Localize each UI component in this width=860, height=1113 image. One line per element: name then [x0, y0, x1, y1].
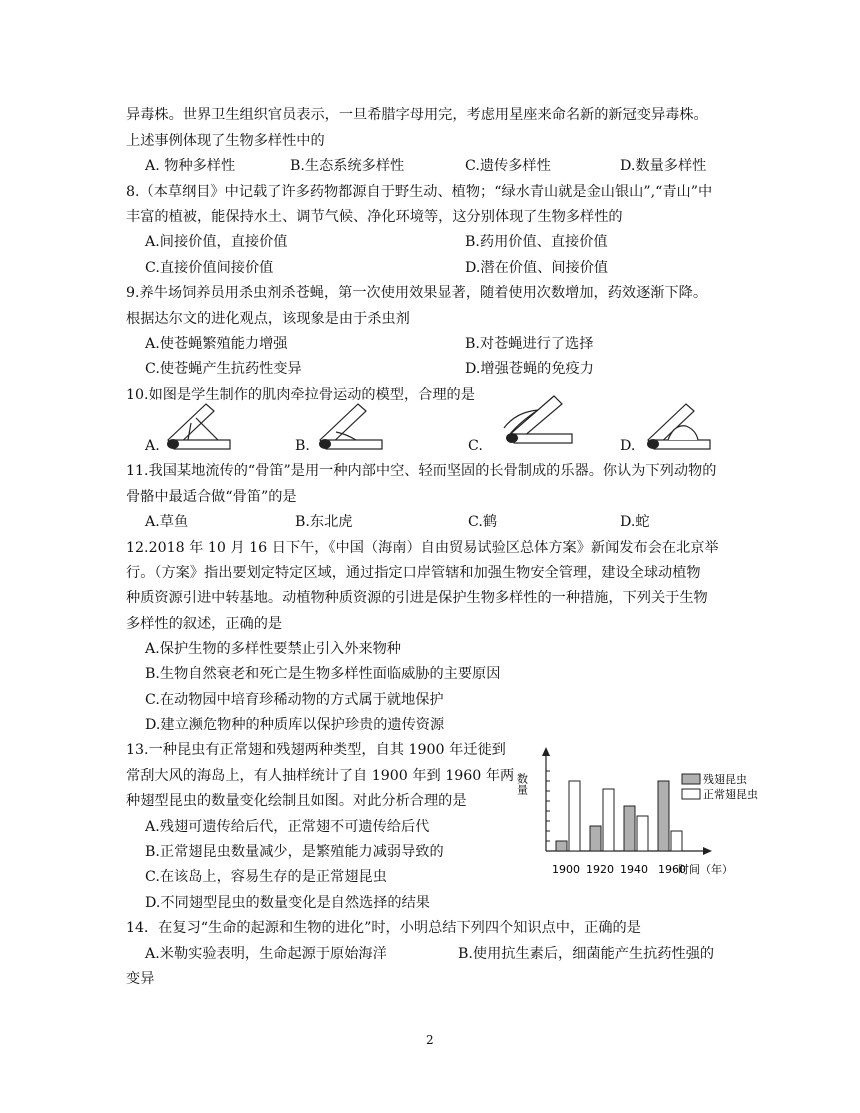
chart-bar-vestigial-1940 — [624, 806, 635, 851]
q14-option-b: B.使用抗生素后，细菌能产生抗药性强的 — [458, 946, 715, 962]
q10-option-c-label: C. — [468, 438, 483, 454]
q7-option-c: C.遗传多样性 — [465, 158, 551, 174]
q8-option-b: B.药用价值、直接价值 — [465, 234, 608, 250]
chart-legend-label: 残翅昆虫 — [703, 773, 747, 786]
chart-bar-normal-1960 — [671, 831, 682, 851]
chart-bar-normal-1920 — [603, 789, 614, 851]
q14-stem: 14．在复习“生命的起源和生物的进化”时，小明总结下列四个知识点中，正确的是 — [126, 920, 641, 936]
q13-option-d: D.不同翅型昆虫的数量变化是自然选择的结果 — [145, 895, 430, 911]
q7-option-d: D.数量多样性 — [620, 158, 707, 174]
q8-stem-line2: 丰富的植被，能保持水土、调节气候、净化环境等，这分别体现了生物多样性的 — [126, 209, 623, 225]
chart-x-tick-label: 1920 — [586, 863, 614, 876]
chart-bar-vestigial-1920 — [590, 826, 601, 851]
q7-option-a: A. 物种多样性 — [145, 158, 236, 174]
q11-stem-line2: 骨骼中最适合做“骨笛”的是 — [126, 489, 297, 505]
q11-option-c: C.鹤 — [468, 514, 498, 530]
q12-option-d: D.建立濒危物种的种质库以保护珍贵的遗传资源 — [145, 717, 445, 733]
q14-option-a: A.米勒实验表明，生命起源于原始海洋 — [145, 946, 387, 962]
q13-stem-line1: 13.一种昆虫有正常翅和残翅两种类型，自其 1900 年迁徙到 — [126, 742, 506, 758]
q7-stem-line1: 异毒株。世界卫生组织官员表示，一旦希腊字母用完，考虑用星座来命名新的新冠变异毒株。 — [126, 107, 708, 123]
q9-option-d: D.增强苍蝇的免疫力 — [465, 361, 594, 377]
q8-option-d: D.潜在价值、间接价值 — [465, 260, 609, 276]
chart-legend-label: 正常翅昆虫 — [703, 788, 758, 801]
q12-stem-line3: 种质资源引进中转基地。动植物种质资源的引进是保护生物多样性的一种措施，下列关于生物 — [126, 590, 708, 606]
q9-option-b: B.对苍蝇进行了选择 — [465, 336, 594, 352]
q7-stem-line2: 上述事例体现了生物多样性中的 — [126, 133, 325, 149]
q14-option-b-cont: 变异 — [126, 971, 155, 987]
q7-option-b: B.生态系统多样性 — [290, 158, 405, 174]
q9-stem-line2: 根据达尔文的进化观点，该现象是由于杀虫剂 — [126, 311, 410, 327]
q13-stem-line3: 种翅型昆虫的数量变化绘制且如图。对此分析合理的是 — [126, 793, 467, 809]
chart-bar-normal-1900 — [569, 781, 580, 851]
page-number: 2 — [426, 1033, 434, 1047]
q13-stem-line2: 常刮大风的海岛上，有人抽样统计了自 1900 年到 1960 年两 — [126, 768, 515, 784]
q11-stem-line1: 11.我国某地流传的“骨笛”是用一种内部中空、轻而坚固的长骨制成的乐器。你认为下列动物的 — [126, 463, 717, 479]
q8-option-a: A.间接价值，直接价值 — [145, 234, 288, 250]
q11-option-a: A.草鱼 — [145, 514, 189, 530]
q13-option-c: C.在该岛上，容易生存的是正常翅昆虫 — [145, 869, 387, 885]
chart-bar-vestigial-1960 — [658, 781, 669, 851]
chart-x-tick-label: 1960 — [658, 863, 686, 876]
chart-legend-swatch — [682, 789, 700, 799]
q12-stem-line2: 行。（方案》指出要划定特定区域，通过指定口岸管辖和加强生物安全管理，建设全球动植物 — [126, 565, 701, 581]
muscle-model-d-figure — [640, 400, 715, 456]
q10-option-a-label: A. — [145, 438, 160, 454]
chart-legend-swatch — [682, 774, 700, 784]
q12-option-c: C.在动物园中培育珍稀动物的方式属于就地保护 — [145, 692, 444, 708]
q10-option-d-label: D. — [620, 438, 636, 454]
q12-stem-line4: 多样性的叙述，正确的是 — [126, 616, 283, 632]
chart-x-tick-label: 1940 — [620, 863, 648, 876]
q13-option-b: B.正常翅昆虫数量减少，是繁殖能力减弱导致的 — [145, 844, 444, 860]
chart-x-label: 时间（年） — [678, 863, 733, 876]
chart-y-axis-arrow — [542, 747, 550, 756]
q11-option-b: B.东北虎 — [295, 514, 353, 530]
chart-y-label: 数量 — [515, 773, 529, 795]
q9-option-c: C.使苍蝇产生抗药性变异 — [145, 361, 302, 377]
muscle-model-b-figure — [312, 400, 387, 456]
q12-stem-line1: 12.2018 年 10 月 16 日下午，《中国（海南）自由贸易试验区总体方案》新闻发布会在北京举 — [126, 540, 719, 556]
chart-x-tick-label: 1900 — [552, 863, 580, 876]
muscle-model-a-figure — [160, 400, 235, 456]
q11-option-d: D.蛇 — [620, 514, 650, 530]
chart-bar-vestigial-1900 — [556, 841, 567, 851]
wing-type-bar-chart — [515, 745, 788, 880]
chart-x-axis-arrow — [703, 847, 712, 855]
q8-option-c: C.直接价值间接价值 — [145, 260, 274, 276]
chart-bar-normal-1940 — [637, 816, 648, 851]
q13-option-a: A.残翅可遗传给后代，正常翅不可遗传给后代 — [145, 819, 430, 835]
q12-option-b: B.生物自然衰老和死亡是生物多样性面临威胁的主要原因 — [145, 666, 501, 682]
q9-stem-line1: 9.养牛场饲养员用杀虫剂杀苍蝇，第一次使用效果显著，随着使用次数增加，药效逐渐下降。 — [126, 285, 708, 301]
q10-stem: 10.如图是学生制作的肌肉牵拉骨运动的模型，合理的是 — [126, 387, 475, 403]
q12-option-a: A.保护生物的多样性要禁止引入外来物种 — [145, 641, 401, 657]
muscle-model-c-figure — [496, 394, 576, 454]
q8-stem-line1: 8.（本草纲目》中记载了许多药物都源自于野生动、植物；“绿水青山就是金山银山”,“青山”中 — [126, 184, 713, 200]
q10-option-b-label: B. — [295, 438, 310, 454]
q9-option-a: A.使苍蝇繁殖能力增强 — [145, 336, 288, 352]
